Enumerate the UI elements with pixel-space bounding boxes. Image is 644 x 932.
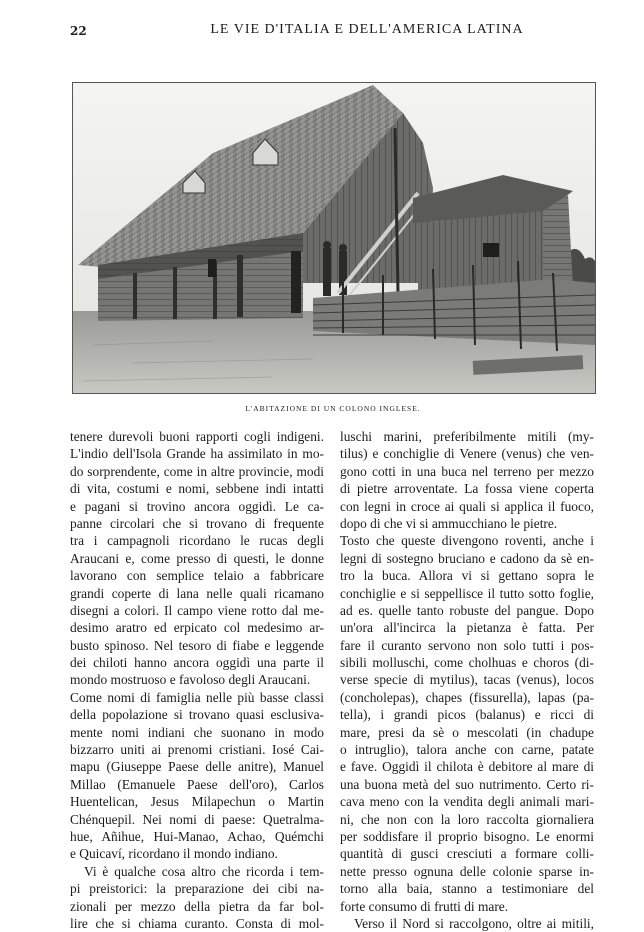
text-line: desimo aratro ed erpicato col medesimo ar- — [70, 620, 324, 636]
text-line: conchiglie e si seppellisce il tutto sotto foglie, — [340, 585, 594, 601]
text-line: torno alla baia, stanno a testimoniare del — [340, 881, 594, 897]
text-line: forte consumo di frutti di mare. — [340, 898, 509, 914]
text-line: o intruglio), talora anche con carne, patate — [340, 742, 594, 758]
house-photo-illustration — [73, 83, 595, 393]
text-line: grandi coperte di lana nelle quali ricamano — [70, 585, 324, 601]
text-line: nette presso ognuna delle colonie sparse in- — [340, 863, 594, 879]
text-line: Come nomi di famiglia nelle più basse classi — [70, 689, 324, 705]
left-column — [70, 428, 324, 932]
text-line: do sorprendente, come in altre provincie, modi — [70, 463, 324, 479]
text-line: e fave. Oggidì il chilota è debitore al mare di — [340, 759, 594, 775]
page-number: 22 — [70, 24, 87, 38]
text-line: tilus) e conchiglie di Venere (venus) che ven- — [340, 446, 594, 462]
figure-caption: L'ABITAZIONE DI UN COLONO INGLESE. — [245, 404, 421, 413]
text-line: pi preistorici: la preparazione dei cibi na- — [70, 881, 324, 897]
text-line: per soddisfare il proprio bisogno. Le enormi — [340, 828, 594, 844]
text-line: hue, Añihue, Hui-Manao, Achao, Quémchi — [70, 828, 324, 844]
text-line: e Quicaví, ricordano il mondo indiano. — [70, 846, 278, 862]
text-line: L'indio dell'Isola Grande ha assimilato in mo- — [70, 446, 324, 462]
text-line: dei chiloti hanno ancora oggidì una parte il — [70, 655, 324, 671]
text-line: (concholepas), chapes (fissurella), lapas (pa- — [340, 689, 594, 705]
text-line: gono cotti in una buca nel terreno per mezzo — [340, 463, 594, 479]
text-line: disegni a colori. Il campo viene rotto dal me- — [70, 602, 324, 618]
text-line: mapu (Giuseppe Paese delle anitre), Manuel — [70, 759, 324, 775]
text-line: cava meno con la vendita degli animali mari- — [340, 794, 594, 810]
text-line: Verso il Nord si raccolgono, oltre ai mitili, — [354, 915, 594, 931]
text-line: zionali per mezzo della pietra da far bol- — [70, 898, 324, 914]
text-line: tra i campagnoli ricordano le rucas degli — [70, 533, 324, 549]
text-line: Tosto che queste divengono roventi, anche i — [340, 533, 594, 549]
text-line: Huentelican, Jesus Milapechun o Martin — [70, 794, 324, 810]
text-line: busto spinoso. Nel tesoro di fiabe e leggende — [70, 637, 324, 653]
text-line: quantità di gusci cresciuti a formare colli- — [340, 846, 594, 862]
text-line: lire che si chiama curanto. Consta di mol- — [70, 915, 324, 931]
text-line: Araucani e, come presso di questi, le donne — [70, 550, 324, 566]
figure-photo — [72, 82, 596, 394]
text-line: ni, che non con la loro raccolta giornaliera — [340, 811, 594, 827]
text-line: tella), i grandi picos (balanus) e ricci di — [340, 707, 594, 723]
running-title: LE VIE D'ITALIA E DELL'AMERICA LATINA — [210, 22, 524, 37]
text-line: fare il curanto servono non solo tutti i pos- — [340, 637, 594, 653]
text-line: un'ora all'incirca la pietanza è fatta. Per — [340, 620, 594, 636]
text-line: di pietre arroventate. La fossa viene coperta — [340, 481, 594, 497]
text-line: una buona metà del suo nutrimento. Certo ri- — [340, 776, 594, 792]
text-line: Vi è qualche cosa altro che ricorda i tem- — [84, 863, 324, 879]
text-line: con legni in croce ai quali si applica il fuoco, — [340, 498, 594, 514]
text-line: tro la buca. Allora vi si gettano sopra le — [340, 568, 594, 584]
text-line: lavorano con semplice telaio a fabbricare — [70, 568, 324, 584]
text-line: luschi marini, preferibilmente mitili (my- — [340, 429, 594, 444]
text-line: bizzarro uniti ai prenomi cristiani. Iosé Cai- — [70, 742, 324, 758]
text-line: di vita, costumi e nomi, sebbene indi intatti — [70, 481, 324, 497]
text-line: Millao (Emanuele Paese dell'oro), Carlos — [70, 776, 324, 792]
text-line: legni di sostegno bruciano e cadono da sè en- — [340, 550, 594, 566]
text-line: panne circolari che si trovano di frequente — [70, 515, 324, 531]
text-line: dopo di che vi si ammucchiano le pietre. — [340, 515, 558, 531]
text-line: sibili molluschi, come cholhuas e choros (di- — [340, 655, 594, 671]
text-line: tenere durevoli buoni rapporti cogli indigeni. — [70, 429, 324, 444]
text-line: mondo mostruoso e favoloso degli Araucani. — [70, 672, 311, 688]
text-line: della popolazione si trovano quasi esclusiva- — [70, 707, 324, 723]
text-line: verse specie di mytilus), tacas (venus), locos — [340, 672, 594, 688]
right-column — [340, 428, 594, 932]
text-line: Chénquepil. Nei nomi di paese: Quetralma- — [70, 811, 324, 827]
text-line: ad es. quelle tanto robuste del pangue. Dopo — [340, 602, 594, 618]
text-line: mare, presi da sè o mescolati (in chadupe — [340, 724, 594, 740]
text-line: e pagani si trovino ancora oggidì. Le ca- — [70, 498, 324, 514]
text-line: mente nomi indiani che suonano in modo — [70, 724, 324, 740]
